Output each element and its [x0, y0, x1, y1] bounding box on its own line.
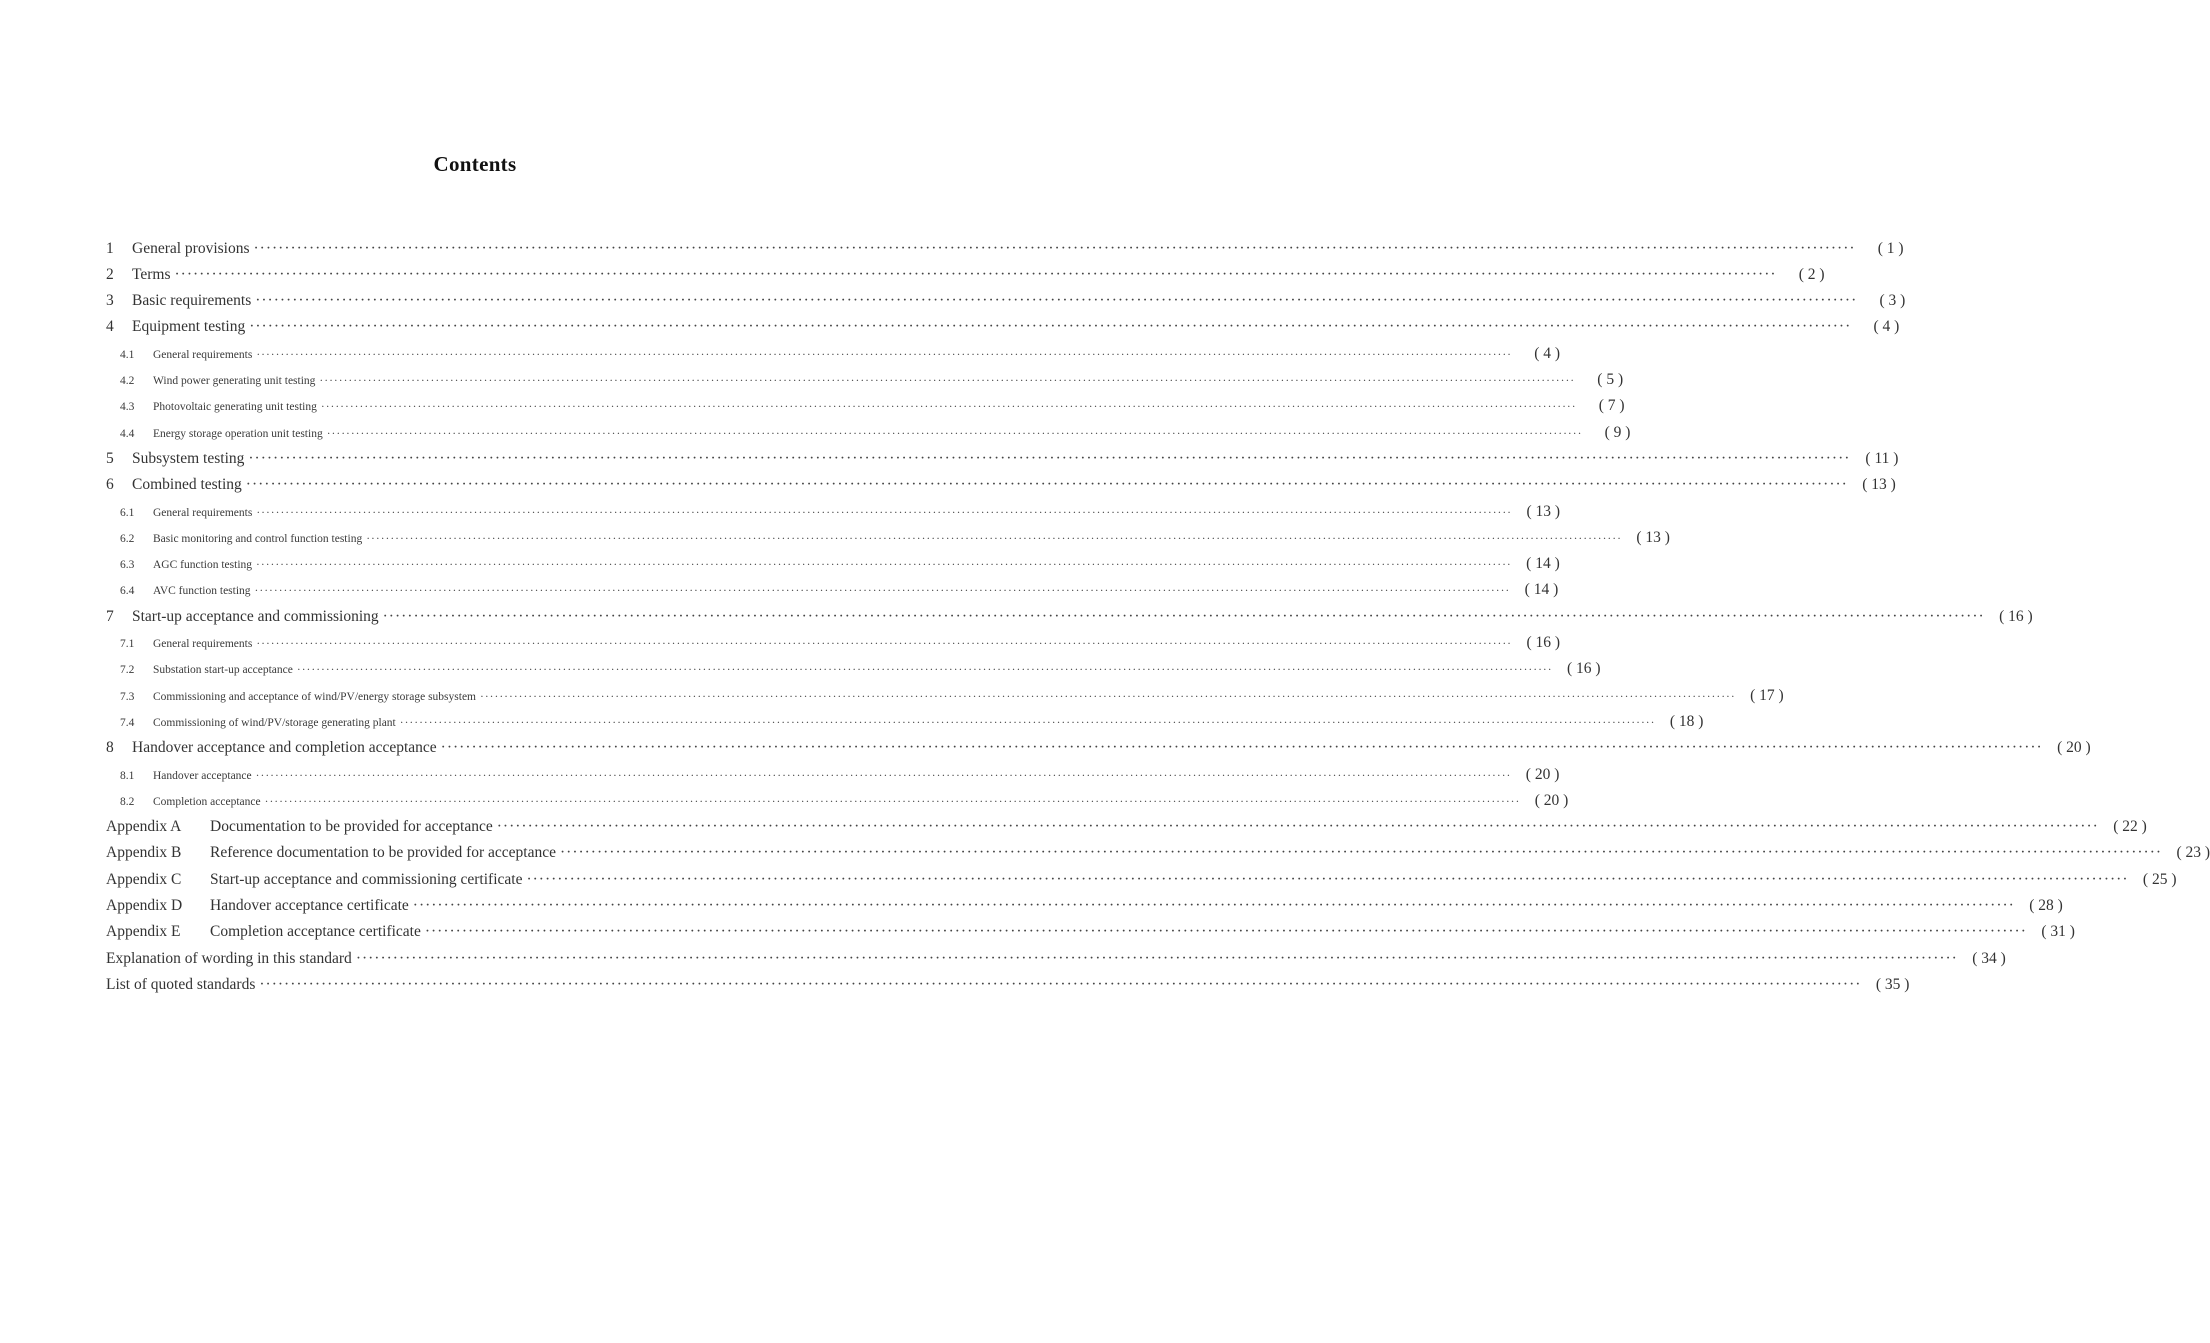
dot-leader: ····································································································································································································································································	[560, 844, 2163, 862]
toc-entry	[106, 497, 1561, 520]
dot-leader: ····································································································································································································································································	[296, 664, 1553, 677]
toc-entry-page: ( 22 )	[2113, 818, 2147, 836]
toc-entry	[106, 918, 2075, 941]
toc-entry	[106, 576, 1559, 599]
toc-entry-title: Completion acceptance	[153, 795, 261, 808]
toc-entry	[106, 339, 1561, 362]
toc-entry-number: 8.1	[120, 769, 135, 782]
toc-entry-number: Appendix A	[106, 818, 182, 836]
toc-entry-page: ( 7 )	[1598, 397, 1625, 415]
toc-entry	[106, 523, 1670, 546]
toc-entry-title: Basic requirements	[132, 292, 252, 310]
toc-entry-number: Appendix C	[106, 870, 182, 888]
toc-entry-number: 6	[106, 476, 114, 494]
toc-entry-title: Terms	[132, 265, 171, 283]
dot-leader: ····································································································································································································································································	[496, 818, 2099, 836]
toc-entry-page: ( 13 )	[1526, 502, 1561, 520]
toc-entry-title: Equipment testing	[132, 318, 246, 336]
toc-entry-number: 6.2	[120, 532, 135, 545]
toc-entry-number: 8.2	[120, 795, 135, 808]
dot-leader: ····································································································································································································································································	[256, 506, 1513, 519]
toc-entry-title: Subsystem testing	[132, 449, 245, 467]
toc-entry-page: ( 16 )	[1567, 660, 1601, 678]
toc-entry	[106, 287, 1906, 310]
toc-entry	[106, 813, 2147, 836]
toc-entry-title: Start-up acceptance and commissioning	[132, 607, 379, 625]
toc-entry-number: 1	[106, 239, 114, 257]
toc-entry-page: ( 28 )	[2029, 897, 2063, 914]
dot-leader: ····································································································································································································································································	[259, 975, 1862, 993]
dot-leader: ····································································································································································································································································	[526, 870, 2129, 888]
toc-entry-title: General provisions	[132, 239, 250, 257]
dot-leader: ····································································································································································································································································	[480, 690, 1736, 703]
dot-leader: ····································································································································································································································································	[245, 476, 1848, 494]
toc-entry	[106, 550, 1560, 573]
toc-entry-number: Appendix B	[106, 844, 182, 862]
toc-entry-number: 7.1	[120, 638, 135, 650]
toc-entry	[106, 629, 1561, 651]
dot-leader: ····································································································································································································································································	[253, 239, 1856, 257]
toc-entry-title: Photovoltaic generating unit testing	[153, 401, 317, 414]
toc-entry-number: 4.1	[120, 348, 135, 361]
toc-entry-page: ( 25 )	[2142, 870, 2177, 888]
toc-entry-title: General requirements	[153, 506, 253, 519]
toc-entry-page: ( 16 )	[1526, 634, 1561, 651]
toc-entry	[106, 444, 1899, 467]
toc-entry	[106, 839, 2210, 862]
toc-entry-page: ( 18 )	[1669, 712, 1704, 730]
toc-entry-page: ( 20 )	[1534, 791, 1569, 809]
toc-entry	[106, 602, 2033, 625]
toc-entry-page: ( 2 )	[1798, 265, 1825, 283]
toc-entry-title: Commissioning and acceptance of wind/PV/energy storage subsystem	[153, 690, 477, 703]
toc-entry-page: ( 4 )	[1873, 318, 1900, 336]
toc-entry-title: Start-up acceptance and commissioning certificate	[210, 870, 523, 888]
toc-entry-number: 6.4	[120, 585, 135, 598]
toc-entry-number: 4	[106, 318, 114, 336]
dot-leader: ····································································································································································································································································	[366, 532, 1622, 545]
toc-entry-title: Substation start-up acceptance	[153, 664, 293, 677]
toc-entry	[106, 734, 2091, 757]
toc-entry-page: ( 20 )	[1525, 765, 1560, 783]
toc-entry-page: ( 4 )	[1534, 344, 1561, 362]
toc-entry	[106, 707, 1704, 730]
toc-entry-number: 2	[106, 265, 114, 283]
toc-entry-page: ( 23 )	[2176, 844, 2210, 862]
toc-entry-number: Appendix D	[106, 897, 183, 914]
dot-leader: ····································································································································································································································································	[256, 559, 1512, 572]
toc-entry-page: ( 20 )	[2057, 739, 2091, 757]
dot-leader: ····································································································································································································································································	[249, 318, 1852, 336]
toc-entry-number: 4.3	[120, 401, 135, 414]
toc-entry-title: Wind power generating unit testing	[153, 375, 316, 387]
toc-entry	[106, 260, 1825, 283]
toc-entry-title: Reference documentation to be provided for acceptance	[210, 844, 556, 862]
dot-leader: ····································································································································································································································································	[440, 739, 2043, 757]
toc-entry	[106, 786, 1569, 809]
toc-entry-page: ( 5 )	[1597, 371, 1624, 388]
toc-entry-number: 3	[106, 292, 114, 310]
toc-entry	[106, 418, 1631, 441]
toc-entry-title: AGC function testing	[153, 559, 253, 572]
dot-leader: ····································································································································································································································································	[319, 375, 1576, 387]
toc-entry-page: ( 13 )	[1636, 528, 1670, 546]
toc-entry-page: ( 35 )	[1875, 975, 1910, 993]
dot-leader: ····································································································································································································································································	[255, 292, 1858, 310]
toc-entry-page: ( 3 )	[1879, 292, 1906, 310]
dot-leader: ····································································································································································································································································	[248, 449, 1851, 467]
toc-entry-number: 8	[106, 739, 114, 757]
toc-entry-title: Commissioning of wind/PV/storage generating plant	[153, 716, 396, 729]
dot-leader: ····································································································································································································································································	[264, 795, 1521, 808]
toc-entry	[106, 892, 2063, 914]
dot-leader: ····································································································································································································································································	[320, 401, 1577, 414]
toc-entry-number: 4.4	[120, 427, 135, 440]
toc-entry-number: 7	[106, 607, 114, 625]
dot-leader: ····································································································································································································································································	[255, 769, 1512, 782]
dot-leader: ····································································································································································································································································	[355, 949, 1958, 967]
toc-entry-number: 5	[106, 449, 114, 467]
dot-leader: ····································································································································································································································································	[412, 897, 2015, 914]
toc-entry-title: List of quoted standards	[106, 975, 256, 993]
dot-leader: ····································································································································································································································································	[256, 638, 1513, 650]
dot-leader: ····································································································································································································································································	[399, 716, 1656, 729]
toc-entry-number: 7.4	[120, 716, 135, 729]
toc-entry	[106, 392, 1625, 415]
toc-entry-page: ( 1 )	[1877, 239, 1904, 257]
toc-entry	[106, 760, 1560, 783]
toc-entry-title: AVC function testing	[153, 585, 251, 598]
toc-entry-title: General requirements	[153, 638, 253, 650]
toc-entry	[106, 366, 1624, 388]
toc-entry	[106, 865, 2177, 888]
toc-entry-title: Handover acceptance	[153, 769, 252, 782]
toc-entry-title: Handover acceptance and completion acceptance	[132, 739, 437, 757]
toc-entry-page: ( 17 )	[1750, 686, 1784, 704]
toc-entry-page: ( 34 )	[1972, 949, 2006, 967]
toc-entry	[106, 944, 2006, 967]
toc-entry-number: 7.2	[120, 664, 135, 677]
dot-leader: ····································································································································································································································································	[254, 585, 1511, 598]
toc-entry-title: Handover acceptance certificate	[210, 897, 409, 914]
toc-entry-page: ( 14 )	[1524, 581, 1559, 599]
toc-entry-page: ( 14 )	[1526, 555, 1560, 573]
toc-entry-number: 6.1	[120, 506, 135, 519]
toc-entry-number: Appendix E	[106, 923, 181, 941]
dot-leader: ····································································································································································································································································	[382, 607, 1985, 625]
toc-entry-title: Basic monitoring and control function testing	[153, 532, 363, 545]
toc-entry-title: Combined testing	[132, 476, 242, 494]
toc-entry-page: ( 13 )	[1862, 476, 1896, 494]
toc-entry-title: Energy storage operation unit testing	[153, 427, 323, 440]
toc-entry-number: 7.3	[120, 690, 135, 703]
toc-entry-title: General requirements	[153, 348, 253, 361]
toc-entry	[106, 681, 1784, 704]
toc-entry-number: 6.3	[120, 559, 135, 572]
toc-entry-title: Documentation to be provided for acceptance	[210, 818, 493, 836]
toc-entry-title: Explanation of wording in this standard	[106, 949, 352, 967]
toc-entry-page: ( 16 )	[1999, 607, 2033, 625]
page-title: Contents	[433, 152, 517, 176]
toc-entry-page: ( 9 )	[1604, 423, 1631, 441]
toc-entry	[106, 471, 1896, 494]
toc-entry	[106, 234, 1904, 257]
dot-leader: ····································································································································································································································································	[256, 348, 1513, 361]
toc-entry-page: ( 11 )	[1865, 449, 1899, 467]
toc-entry-title: Completion acceptance certificate	[210, 923, 421, 941]
dot-leader: ····································································································································································································································································	[174, 265, 1777, 283]
toc-entry-page: ( 31 )	[2041, 923, 2075, 941]
dot-leader: ····································································································································································································································································	[326, 427, 1583, 440]
toc-entry	[106, 313, 1900, 336]
toc-entry	[106, 970, 1910, 993]
toc-entry-number: 4.2	[120, 375, 135, 387]
toc-entry	[106, 655, 1601, 678]
dot-leader: ····································································································································································································································································	[424, 923, 2027, 941]
